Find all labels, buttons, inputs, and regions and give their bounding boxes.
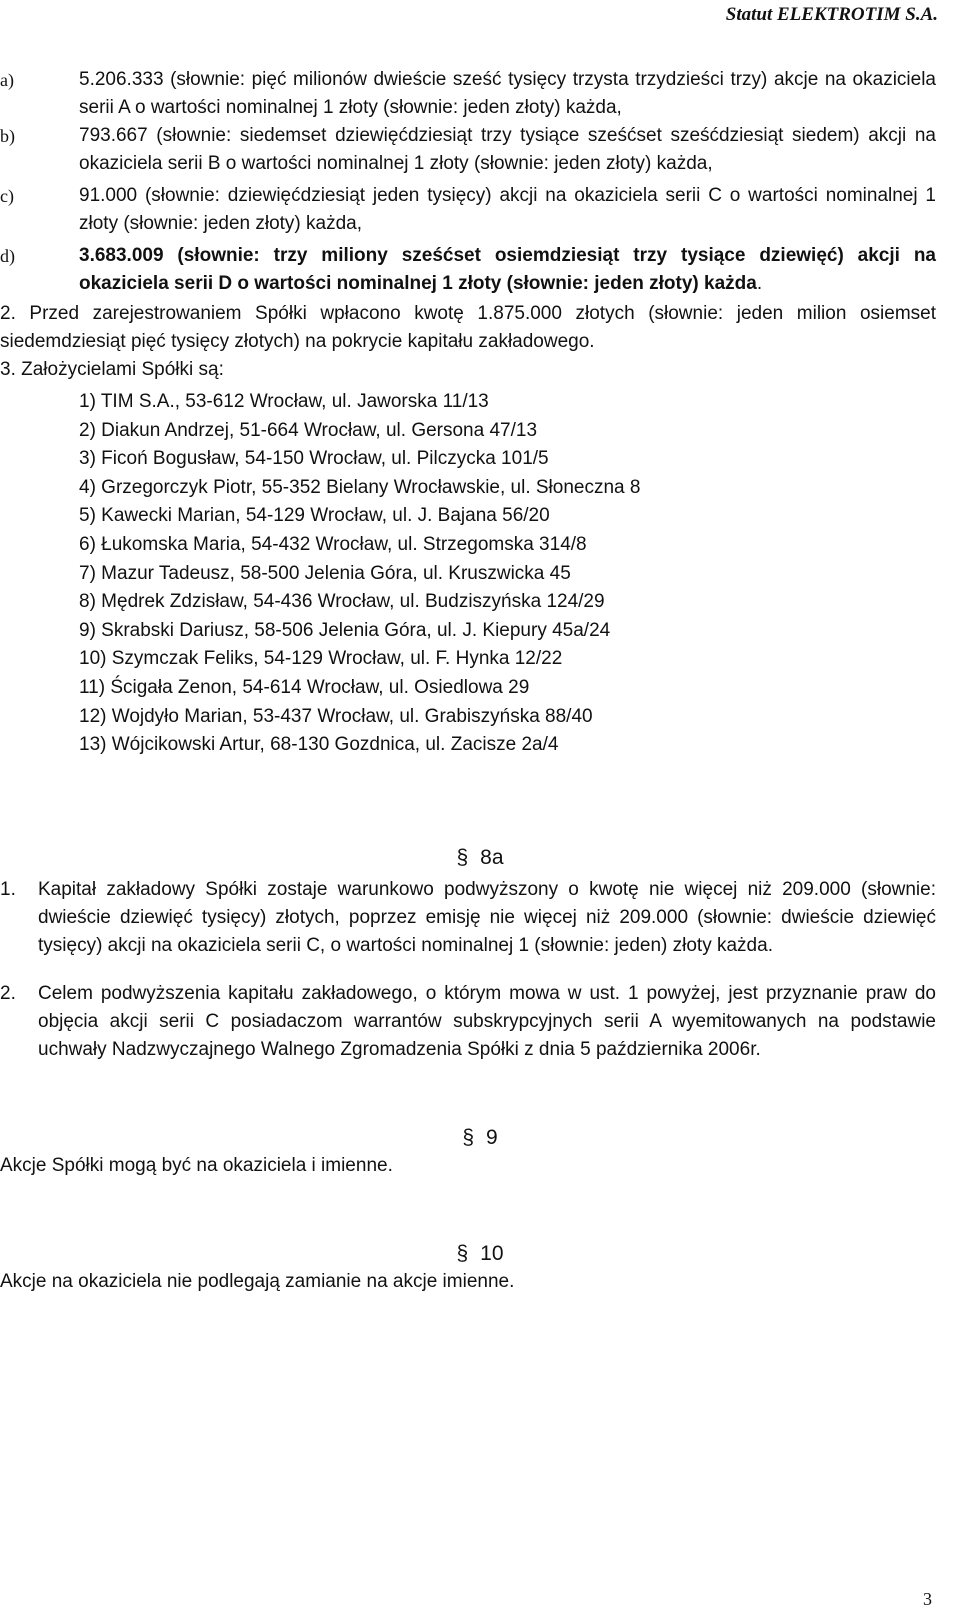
item-text: Kapitał zakładowy Spółki zostaje warunkowo podwyższony o kwotę nie więcej niż 209.000 (słownie: dwieście dziewięć tysięcy) złotych, poprzez emisję nie więcej niż 209.000 (słownie: dwieście dziewięć tysięcy) akcji na okaziciela serii C, o wartości nominalnej 1 (słownie: jeden) złoty każda. — [38, 878, 936, 956]
share-item-d — [0, 242, 960, 298]
list-item: 9) Skrabski Dariusz, 58-506 Jelenia Góra, ul. J. Kiepury 45a/24 — [79, 619, 611, 641]
item-text: Celem podwyższenia kapitału zakładowego, o którym mowa w ust. 1 powyżej, jest przyznanie praw do objęcia akcji serii C posiadaczom warrantów subskrypcyjnych serii A wyemitowanych na podstawie uchwały Nadzwyczajnego Walnego Zgromadzenia Spółki z dnia 5 października 2006r. — [38, 982, 936, 1060]
section-9-text: Akcje Spółki mogą być na okaziciela i imienne. — [0, 1154, 393, 1176]
list-item: 6) Łukomska Maria, 54-432 Wrocław, ul. Strzegomska 314/8 — [79, 533, 587, 555]
document-header: Statut ELEKTROTIM S.A. — [725, 4, 938, 25]
founders-section — [0, 356, 960, 760]
share-item-c — [0, 182, 960, 238]
list-item: 4) Grzegorczyk Piotr, 55-352 Bielany Wrocławskie, ul. Słoneczna 8 — [79, 476, 641, 498]
list-item: 2) Diakun Andrzej, 51-664 Wrocław, ul. Gersona 47/13 — [79, 419, 538, 441]
section-number: 8a — [480, 845, 504, 869]
share-item-a — [0, 66, 960, 122]
section-symbol: § — [456, 1241, 469, 1265]
capital-paid-paragraph: 2. Przed zarejestrowaniem Spółki wpłacono kwotę 1.875.000 złotych (słownie: jeden milion osiemset siedemdziesiąt pięć tysięcy złotych) na pokrycie kapitału zakładowego. — [0, 303, 936, 352]
share-text-bold: 3.683.009 (słownie: trzy miliony sześćset osiemdziesiąt trzy tysiące dziewięć) akcji na okaziciela serii D o wartości nominalnej 1 złoty (słownie: jeden złoty) każda — [79, 245, 936, 294]
list-item: 8) Mędrek Zdzisław, 54-436 Wrocław, ul. Budziszyńska 124/29 — [79, 591, 605, 613]
section-number: 9 — [486, 1125, 498, 1149]
section-8a-item-2 — [0, 980, 960, 1064]
section-10-text: Akcje na okaziciela nie podlegają zamianie na akcje imienne. — [0, 1270, 515, 1292]
share-text: 91.000 (słownie: dziewięćdziesiąt jeden tysięcy) akcji na okaziciela serii C o wartości nominalnej 1 złoty (słownie: jeden złoty) każda, — [79, 185, 936, 234]
list-item: 13) Wójcikowski Artur, 68-130 Gozdnica, ul. Zacisze 2a/4 — [79, 734, 559, 756]
list-item: 5) Kawecki Marian, 54-129 Wrocław, ul. J. Bajana 56/20 — [79, 505, 550, 527]
item-number: 2. — [0, 982, 16, 1004]
document-body — [0, 66, 960, 1296]
share-text: 793.667 (słownie: siedemset dziewięćdziesiąt trzy tysiące sześćset sześćdziesiąt siedem) akcji na okaziciela serii B o wartości nominalnej 1 złoty (słownie: jeden złoty) każda, — [79, 125, 936, 174]
page-number: 3 — [923, 1589, 932, 1609]
section-8a-item-1 — [0, 876, 960, 960]
section-10-heading — [0, 1240, 960, 1268]
item-number: 1. — [0, 878, 16, 900]
share-text — [79, 242, 936, 298]
list-item: 3) Ficoń Bogusław, 54-150 Wrocław, ul. Pilczycka 101/5 — [79, 448, 549, 470]
share-text: 5.206.333 (słownie: pięć milionów dwieście sześć tysięcy trzysta trzydzieści trzy) akcje na okaziciela serii A o wartości nominalnej 1 złoty (słownie: jeden złoty) każda, — [79, 69, 936, 118]
share-text-suffix: . — [756, 273, 763, 294]
list-item: 11) Ścigała Zenon, 54-614 Wrocław, ul. Osiedlowa 29 — [79, 676, 530, 698]
section-symbol: § — [462, 1125, 474, 1149]
section-number: 10 — [480, 1241, 504, 1265]
list-item: 1) TIM S.A., 53-612 Wrocław, ul. Jaworska 11/13 — [79, 391, 489, 412]
list-marker: a) — [0, 70, 14, 90]
list-item: 7) Mazur Tadeusz, 58-500 Jelenia Góra, ul. Kruszwicka 45 — [79, 562, 571, 584]
list-item: 12) Wojdyło Marian, 53-437 Wrocław, ul. Grabiszyńska 88/40 — [79, 705, 593, 727]
founders-list — [0, 388, 960, 760]
founders-title: 3. Założycielami Spółki są: — [0, 359, 224, 380]
list-item: 10) Szymczak Feliks, 54-129 Wrocław, ul. F. Hynka 12/22 — [79, 648, 563, 670]
share-item-b — [0, 122, 960, 178]
list-marker: d) — [0, 246, 15, 266]
list-marker: b) — [0, 126, 15, 146]
section-9-heading — [0, 1124, 960, 1152]
list-marker: c) — [0, 186, 14, 206]
section-8a-heading — [0, 844, 960, 872]
section-symbol: § — [456, 845, 469, 869]
